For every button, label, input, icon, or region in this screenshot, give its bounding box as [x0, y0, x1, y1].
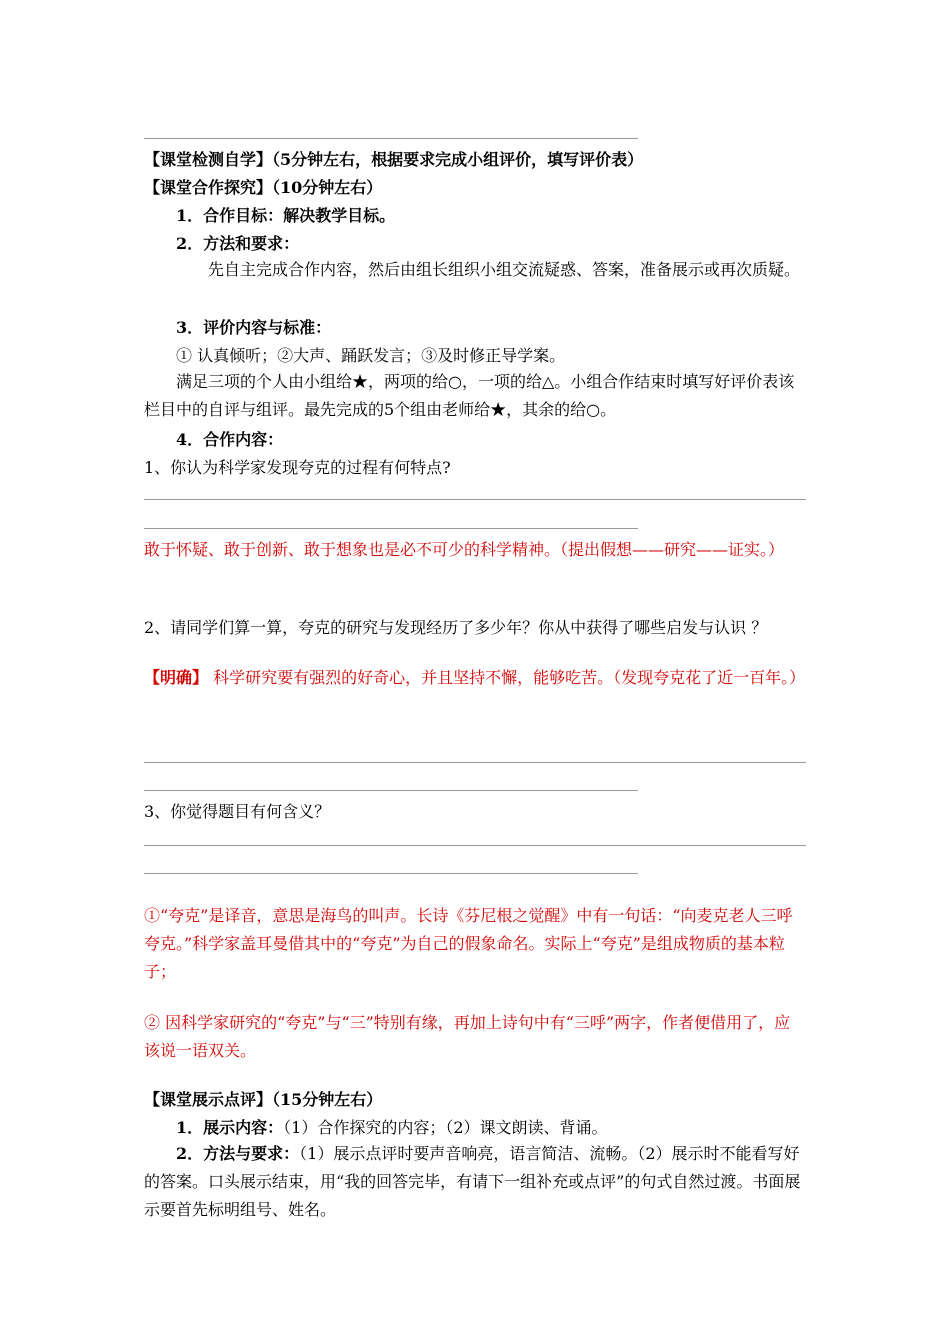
question-3: 3、你觉得题目有何含义？	[144, 802, 331, 821]
question-2: 2、请同学们算一算，夸克的研究与发现经历了多少年？你从中获得了哪些启发与认识 ？	[144, 618, 768, 637]
criteria-line-1: ① 认真倾听；②大声、踊跃发言；③及时修正导学案。	[176, 346, 566, 365]
answer-line	[144, 845, 806, 846]
display-requirements-label: 2．方法与要求：	[176, 1144, 300, 1163]
answer-line	[144, 528, 638, 529]
method-text: 先自主完成合作内容，然后由组长组织小组交流疑惑、答案，准备展示或再次质疑。	[208, 260, 801, 279]
answer-line	[144, 873, 638, 874]
self-study-line	[144, 150, 643, 170]
criteria-heading: 3．评价内容与标准：	[176, 318, 332, 337]
cooperation-line	[144, 178, 382, 198]
answer-3-part-1: ①“夸克”是译音，意思是海鸟的叫声。长诗《芬尼根之觉醒》中有一句话：“向麦克老人三呼夸克。”科学家盖耳曼借其中的“夸克”为自己的假象命名。实际上“夸克”是组成物质的基本粒子；	[144, 906, 793, 981]
display-content	[176, 1118, 608, 1138]
answer-2-text: 科学研究要有强烈的好奇心，并且坚持不懈，能够吃苦。（发现夸克花了近一百年。）	[208, 668, 806, 687]
answer-line	[144, 762, 806, 763]
display-line	[144, 1090, 382, 1110]
criteria-line-2: 满足三项的个人由小组给★，两项的给○，一项的给△。小组合作结束时填写好评价表该栏目中的自评与组评。最先完成的5个组由老师给★，其余的给○。	[144, 372, 795, 419]
answer-1: 敢于怀疑、敢于创新、敢于想象也是必不可少的科学精神。（提出假想——研究——证实。）	[144, 540, 785, 559]
question-1: 1、你认为科学家发现夸克的过程有何特点?	[144, 458, 451, 477]
self-study-note: （5分钟左右，根据要求完成小组评价，填写评价表）	[272, 150, 644, 169]
display-content-label: 1．展示内容：	[176, 1118, 284, 1137]
cooperation-goal: 1．合作目标：解决教学目标。	[176, 206, 396, 225]
answer-2	[144, 664, 806, 692]
answer-line	[144, 790, 638, 791]
display-content-text: （1）合作探究的内容；（2）课文朗读、背诵。	[283, 1118, 608, 1137]
answer-line	[144, 138, 638, 139]
display-requirements-text: （1）展示点评时要声音响亮，语言简洁、流畅。（2）展示时不能看写好的答案。口头展示结束，用“我的回答完毕，有请下一组补充或点评”的句式自然过渡。书面展示要首先标明组号、姓名。	[144, 1144, 801, 1219]
content-heading: 4．合作内容：	[176, 430, 284, 449]
display-heading: 【课堂展示点评】	[144, 1090, 273, 1109]
display-note: （15分钟左右）	[272, 1090, 383, 1109]
cooperation-heading: 【课堂合作探究】	[144, 178, 273, 197]
display-requirements	[144, 1140, 806, 1224]
self-study-heading: 【课堂检测自学】	[144, 150, 273, 169]
answer-3-part-2: ② 因科学家研究的“夸克”与“三”特别有缘，再加上诗句中有“三呼”两字，作者便借用了，应该说一语双关。	[144, 1013, 791, 1060]
answer-2-label: 【明确】	[144, 668, 209, 687]
method-heading: 2．方法和要求：	[176, 234, 300, 253]
answer-line	[144, 499, 806, 500]
cooperation-note: （10分钟左右）	[272, 178, 383, 197]
